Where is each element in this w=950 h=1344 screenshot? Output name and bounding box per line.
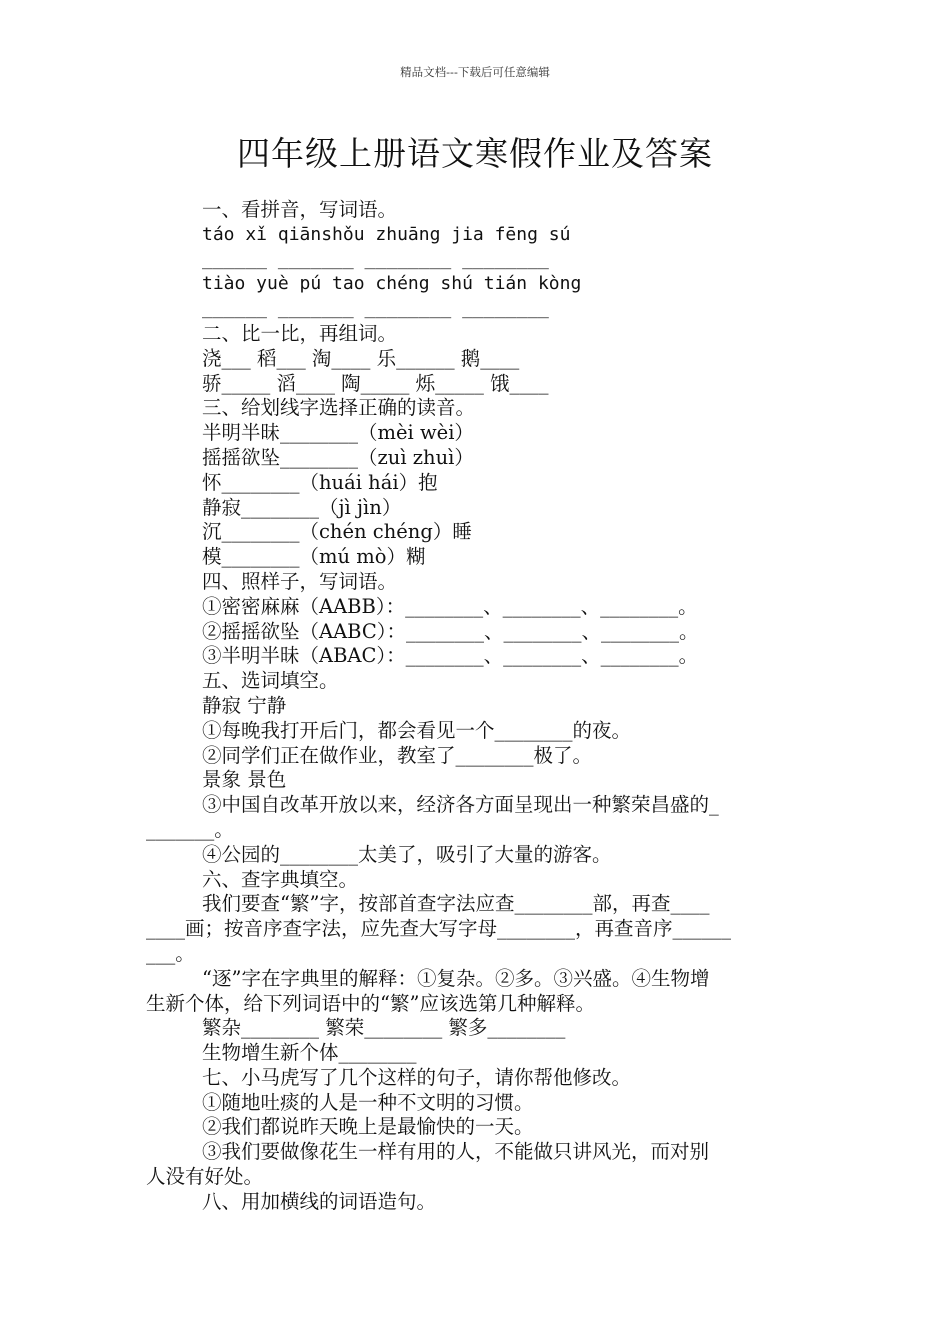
text-line: 模________（mú mò）糊 [202,545,426,569]
text-line: 浇___ 稻___ 淘____ 乐______ 鹅____ [202,346,520,370]
text-line: ①每晚我打开后门，都会看见一个________的夜。 [202,718,632,742]
text-line: 八、用加横线的词语造句。 [202,1189,437,1213]
text-line: _______。 [146,817,234,841]
text-line: ③半明半昧（ABAC）：________、________、________。 [202,644,699,668]
text-line: 沉________（chén chéng）睡 [202,520,472,544]
text-line: 一、看拼音，写词语。 [202,198,398,221]
text-line: ③我们要做像花生一样有用的人，不能做只讲风光，而对别 [202,1140,710,1164]
text-line: ___。 [146,941,195,965]
text-line: ③中国自改革开放以来，经济各方面呈现出一种繁荣昌盛的_ [202,793,719,817]
answer-blanks-line: ______ _______ ________ ________ [202,248,549,270]
text-line: 生新个体，给下列词语中的“繁”应该选第几种解释。 [146,991,595,1015]
page-header: 精品文档---下载后可任意编辑 [400,65,550,79]
text-line: 七、小马虎写了几个这样的句子，请你帮他修改。 [202,1065,632,1089]
text-line: “逐”字在字典里的解释：①复杂。②多。③兴盛。④生物增 [202,966,710,990]
page-title: 四年级上册语文寒假作业及答案 [237,134,713,173]
text-line: 摇摇欲坠________（zuì zhuì） [202,445,474,469]
document-body [146,198,810,1215]
text-line: 半明半昧________（mèi wèi） [202,421,474,445]
text-line: 二、比一比，再组词。 [202,321,398,345]
pinyin-line: tiào yuè pú tao chéng shú tián kòng [202,273,582,295]
text-line: 繁杂________ 繁荣________ 繁多________ [202,1016,566,1040]
text-line: 景象 景色 [202,768,287,792]
text-line: 三、给划线字选择正确的读音。 [202,396,476,420]
text-line: 怀________（huái hái）抱 [202,470,438,494]
text-line: 生物增生新个体________ [202,1041,417,1065]
text-line: ②摇摇欲坠（AABC）：________、________、________。 [202,619,699,643]
pinyin-line: táo xǐ qiānshǒu zhuāng jia fēng sú [202,223,571,245]
text-line: 四、照样子，写词语。 [202,569,398,593]
text-line: 骄_____ 滔____ 陶_____ 烁_____ 饿____ [202,371,549,395]
answer-blanks-line: ______ _______ ________ ________ [202,298,549,320]
text-line: ②我们都说昨天晚上是最愉快的一天。 [202,1115,534,1139]
text-line: ②同学们正在做作业，教室了________极了。 [202,743,593,767]
text-line: ①密密麻麻（AABB）：________、________、________。 [202,594,698,618]
text-line: ④公园的________太美了，吸引了大量的游客。 [202,842,612,866]
text-line: 静寂________（jì jìn） [202,495,402,519]
text-line: 人没有好处。 [146,1165,264,1189]
text-line: 我们要查“繁”字，按部首查字法应查________部，再查____ [202,892,710,916]
text-line: 五、选词填空。 [202,669,339,693]
text-line: 六、查字典填空。 [202,867,359,891]
text-line: ____画；按音序查字法，应先查大写字母________，再查音序______ [146,917,732,941]
text-line: ①随地吐痰的人是一种不文明的习惯。 [202,1090,534,1114]
text-line: 静寂 宁静 [202,693,287,717]
